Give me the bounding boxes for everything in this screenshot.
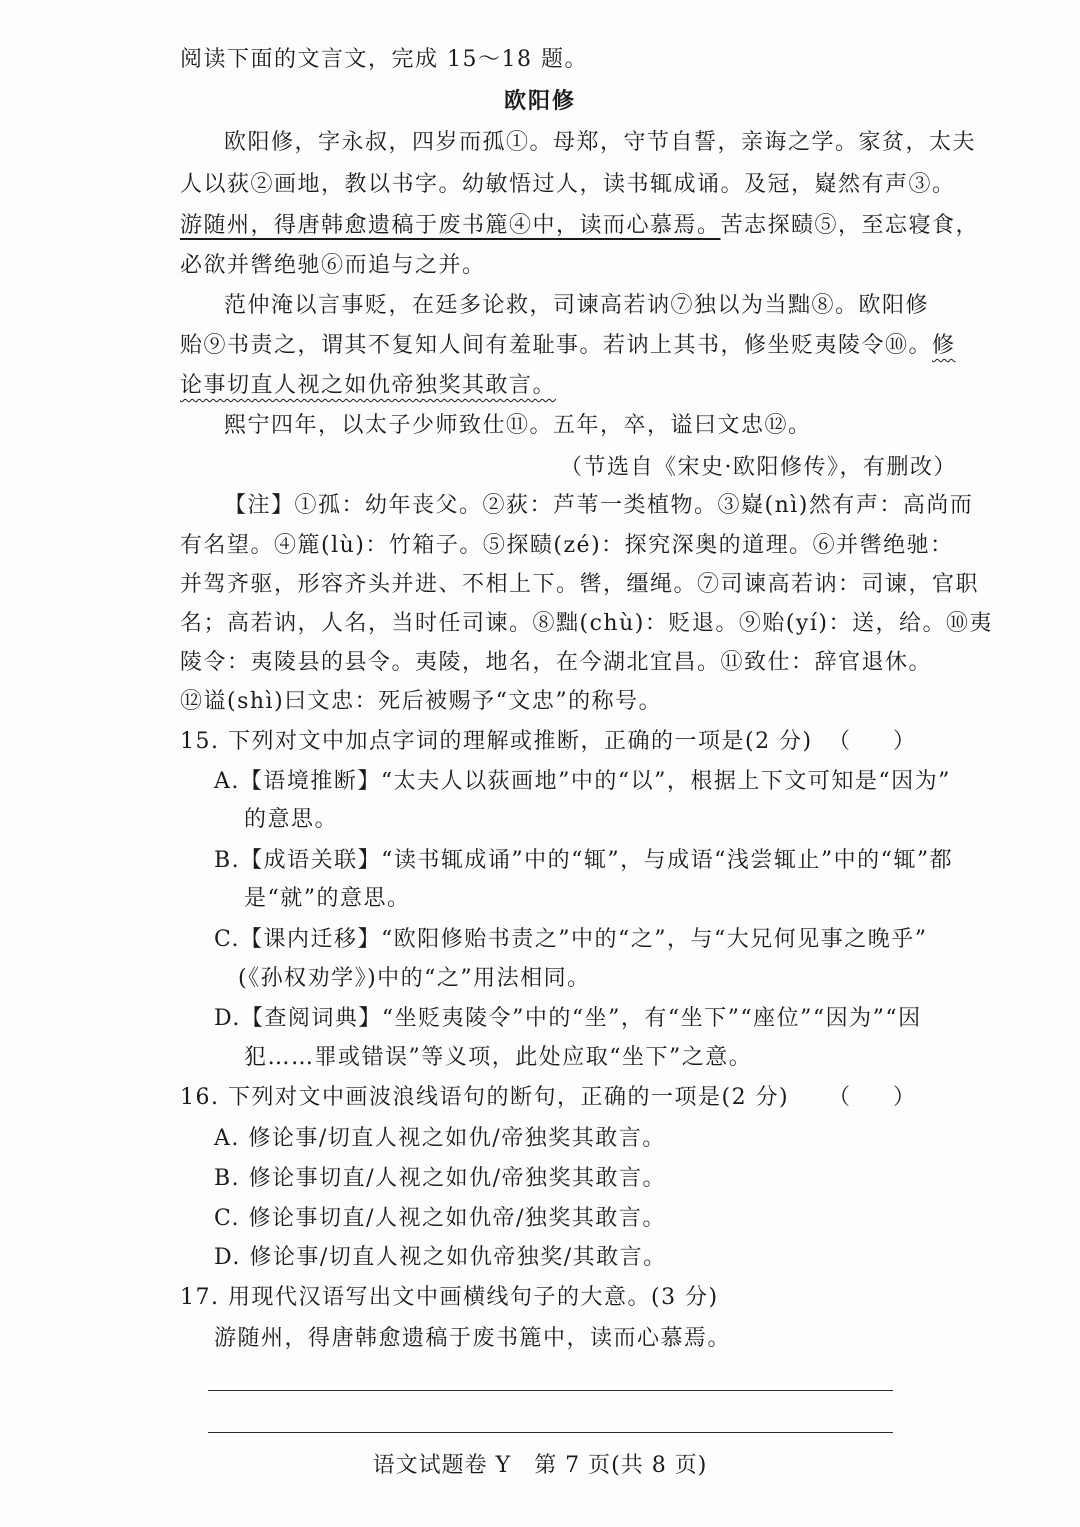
underlined-sentence: 游随州，得唐韩愈遗稿于废书簏④中，读而心慕焉。	[180, 213, 721, 238]
option-c-line: (《孙权劝学》)中的“之”用法相同。	[238, 966, 591, 991]
wavy-sentence: 论事切直人视之如仇帝独奖其敢言。	[180, 373, 557, 398]
option-a: A. 修论事/切直人视之如仇/帝独奖其敢言。	[214, 1126, 666, 1151]
option-d-line: D.【查阅词典】“坐贬夷陵令”中的“坐”，有“坐下”“座位”“因为”“因	[214, 1006, 922, 1031]
passage-line: 熙宁四年，以太子少师致仕⑪。五年，卒，谥曰文忠⑫。	[224, 413, 812, 438]
option-d: D. 修论事/切直人视之如仇帝独奖/其敢言。	[214, 1245, 667, 1270]
option-b-line: 是“就”的意思。	[244, 886, 411, 911]
answer-line[interactable]	[208, 1432, 893, 1433]
instruction: 阅读下面的文言文，完成 15～18 题。	[180, 47, 588, 72]
note-line: 并驾齐驱，形容齐头并进、不相上下。辔，缰绳。⑦司谏高若讷：司谏，官职	[180, 572, 980, 597]
option-a-line: 的意思。	[244, 807, 339, 832]
question-16-stem: 16. 下列对文中画波浪线语句的断句，正确的一项是(2 分)	[180, 1085, 790, 1110]
note-line: 名；高若讷，人名，当时任司谏。⑧黜(chù)：贬退。⑨贻(yí)：送，给。⑩夷	[180, 611, 993, 636]
answer-paren-16[interactable]: （ ）	[828, 1085, 933, 1110]
answer-paren-15[interactable]: （ ）	[828, 729, 933, 754]
question-17-stem: 17. 用现代汉语写出文中画横线句子的大意。(3 分)	[180, 1285, 719, 1310]
option-d-line: 犯……罪或错误”等义项，此处应取“坐下”之意。	[244, 1045, 753, 1070]
passage-line: 人以荻②画地，教以书字。幼敏悟过人，读书辄成诵。及冠，嶷然有声③。	[180, 172, 956, 197]
passage-text: 苦志探赜⑤，至忘寝食，	[720, 213, 980, 238]
option-c-line: C.【课内迁移】“欧阳修贻书责之”中的“之”，与“大兄何见事之晚乎”	[214, 927, 928, 952]
option-b: B. 修论事切直/人视之如仇/帝独奖其敢言。	[214, 1166, 666, 1191]
note-line: 【注】①孤：幼年丧父。②荻：芦苇一类植物。③嶷(nì)然有声：高尚而	[224, 493, 974, 518]
option-a-line: A.【语境推断】“太夫人以荻画地”中的“以”，根据上下文可知是“因为”	[214, 769, 951, 794]
passage-line: 范仲淹以言事贬，在廷多论救，司谏高若讷⑦独以为当黜⑧。欧阳修	[224, 293, 930, 318]
question-15-stem: 15. 下列对文中加点字词的理解或推断，正确的一项是(2 分)	[180, 729, 813, 754]
note-line: ⑫谥(shì)曰文忠：死后被赐予“文忠”的称号。	[180, 689, 663, 714]
wavy-sentence-start: 修	[932, 333, 956, 358]
note-line: 陵令：夷陵县的县令。夷陵，地名，在今湖北宜昌。⑪致仕：辞官退休。	[180, 650, 933, 675]
passage-line: 欧阳修，字永叔，四岁而孤①。母郑，守节自誓，亲诲之学。家贫，太夫	[224, 130, 977, 155]
note-line: 有名望。④簏(lù)：竹箱子。⑤探赜(zé)：探究深奥的道理。⑥并辔绝驰：	[180, 533, 954, 558]
page-footer: 语文试题卷 Y 第 7 页(共 8 页)	[372, 1453, 708, 1478]
question-17-sentence: 游随州，得唐韩愈遗稿于废书簏中，读而心慕焉。	[214, 1326, 732, 1351]
passage-line	[180, 331, 956, 361]
source-citation: （节选自《宋史·欧阳修传》，有删改）	[560, 455, 957, 480]
passage-line	[180, 211, 979, 241]
passage-text: 贻⑨书责之，谓其不复知人间有羞耻事。若讷上其书，修坐贬夷陵令⑩。	[180, 333, 933, 358]
passage-line: 必欲并辔绝驰⑥而追与之并。	[180, 253, 486, 278]
option-c: C. 修论事切直/人视之如仇帝/独奖其敢言。	[214, 1206, 666, 1231]
option-b-line: B.【成语关联】“读书辄成诵”中的“辄”，与成语“浅尝辄止”中的“辄”都	[214, 848, 954, 873]
passage-title: 欧阳修	[503, 88, 576, 114]
answer-line[interactable]	[208, 1390, 893, 1391]
